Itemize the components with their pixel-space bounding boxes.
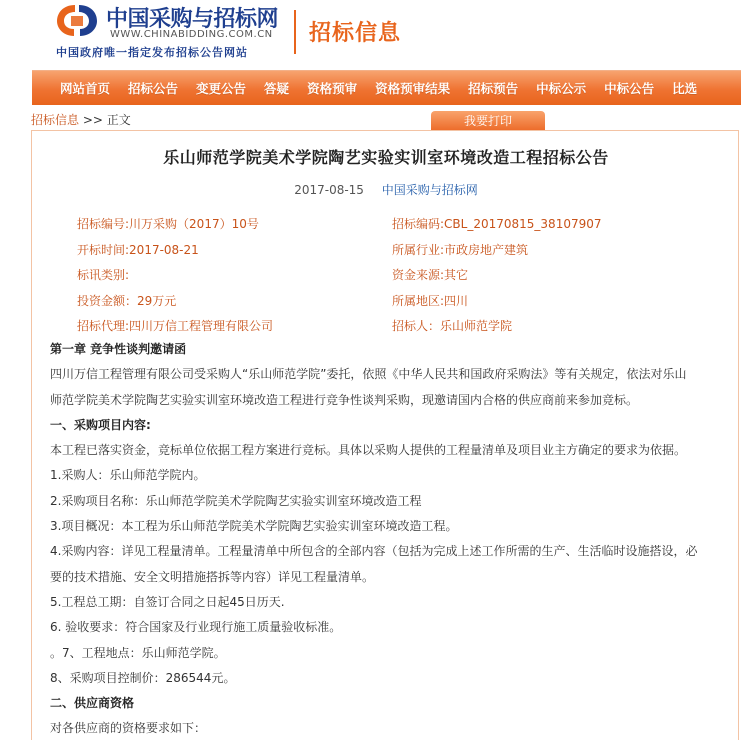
paragraph-line: 要的技术措施、安全文明措施搭拆等内容）详见工程量清单。: [50, 569, 375, 584]
paragraph-line: 对各供应商的资格要求如下：: [50, 721, 207, 736]
paragraph-line: 6. 验收要求：符合国家及行业现行施工质量验收标准。: [50, 620, 342, 635]
info-bid-number: 招标编号:川万采购（2017）10号: [77, 217, 259, 231]
nav-item-prequal-result[interactable]: 资格预审结果: [375, 81, 451, 96]
info-row: [77, 262, 717, 288]
paragraph-line: 本工程已落实资金，竞标单位依据工程方案进行竞标。具体以采购人提供的工程量清单及项目业主方确定的要求为依据。: [50, 443, 687, 458]
info-agent: 招标代理:四川万信工程管理有限公司: [77, 319, 274, 333]
section-heading: 一、采购项目内容:: [50, 417, 151, 432]
logo-icon[interactable]: [55, 2, 99, 38]
info-bid-code: 招标编码:CBL_20170815_38107907: [392, 217, 602, 231]
info-investment: 投资金额：29万元: [77, 293, 177, 308]
nav-item-qa[interactable]: 答疑: [264, 81, 290, 96]
section-title: 招标信息: [309, 21, 402, 46]
info-region: 所属地区:四川: [392, 293, 469, 308]
breadcrumb-link[interactable]: 招标信息: [31, 113, 80, 127]
breadcrumb-current: 正文: [106, 113, 131, 127]
section-heading: 二、供应商资格: [50, 696, 135, 711]
nav-item-award-notice[interactable]: 中标公告: [604, 81, 655, 96]
article-date: 2017-08-15: [294, 183, 364, 197]
info-open-time: 开标时间:2017-08-21: [77, 242, 199, 257]
paragraph-line: 师范学院美术学院陶艺实验实训室环境改造工程进行竞争性谈判采购，现邀请国内合格的供应商前来参加竞标。: [50, 392, 639, 407]
nav-item-prequal[interactable]: 资格预审: [307, 81, 358, 96]
info-category: 标讯类别:: [77, 268, 130, 282]
paragraph-line: 。7、工程地点：乐山师范学院。: [50, 645, 226, 660]
logo-slogan: 中国政府唯一指定发布招标公告网站: [56, 46, 248, 59]
logo-domain: WWW.CHINABIDDING.COM.CN: [110, 29, 273, 40]
main-nav: [32, 70, 741, 105]
article-meta: [32, 181, 740, 198]
paragraph-line: 5.工程总工期：自签订合同之日起45日历天.: [50, 594, 285, 609]
nav-item-change[interactable]: 变更公告: [196, 81, 247, 96]
nav-item-award-publicity[interactable]: 中标公示: [536, 81, 587, 96]
info-grid: [77, 211, 717, 339]
nav-item-home[interactable]: 网站首页: [60, 81, 111, 96]
article-body: [50, 337, 730, 740]
paragraph-line: 8、采购项目控制价：286544元。: [50, 670, 236, 685]
nav-item-preview[interactable]: 招标预告: [468, 81, 519, 96]
print-button[interactable]: 我要打印: [431, 111, 545, 131]
breadcrumb-separator: >>: [82, 113, 103, 127]
nav-item-comparison[interactable]: 比选: [672, 81, 698, 96]
info-tenderer: 招标人：乐山师范学院: [392, 319, 513, 333]
breadcrumb: [31, 111, 131, 128]
header-divider: [294, 10, 296, 54]
info-row: [77, 237, 717, 263]
paragraph-line: 1.采购人：乐山师范学院内。: [50, 468, 206, 483]
chapter-heading: 第一章 竞争性谈判邀请函: [50, 342, 187, 356]
paragraph-line: 3.项目概况：本工程为乐山师范学院美术学院陶艺实验实训室环境改造工程。: [50, 519, 458, 534]
paragraph-line: 4.采购内容：详见工程量清单。工程量清单中所包含的全部内容（包括为完成上述工作所需的生产、生活临时设施搭设，必: [50, 544, 698, 559]
article-title: 乐山师范学院美术学院陶艺实验实训室环境改造工程招标公告: [163, 148, 609, 167]
site-header: [0, 0, 741, 68]
article-box: [31, 130, 739, 740]
logo-title[interactable]: 中国采购与招标网: [106, 7, 279, 32]
info-industry: 所属行业:市政房地产建筑: [392, 242, 529, 257]
info-fund-source: 资金来源:其它: [392, 268, 469, 282]
article-source-link[interactable]: 中国采购与招标网: [381, 183, 478, 197]
paragraph-line: 2.采购项目名称：乐山师范学院美术学院陶艺实验实训室环境改造工程: [50, 493, 422, 508]
info-row: [77, 211, 717, 237]
info-row: [77, 313, 717, 339]
paragraph-line: 四川万信工程管理有限公司受采购人“乐山师范学院”委托，依照《中华人民共和国政府采购法》等有关规定，依法对乐山: [50, 367, 687, 382]
info-row: [77, 288, 717, 314]
nav-item-tender[interactable]: 招标公告: [128, 81, 179, 96]
